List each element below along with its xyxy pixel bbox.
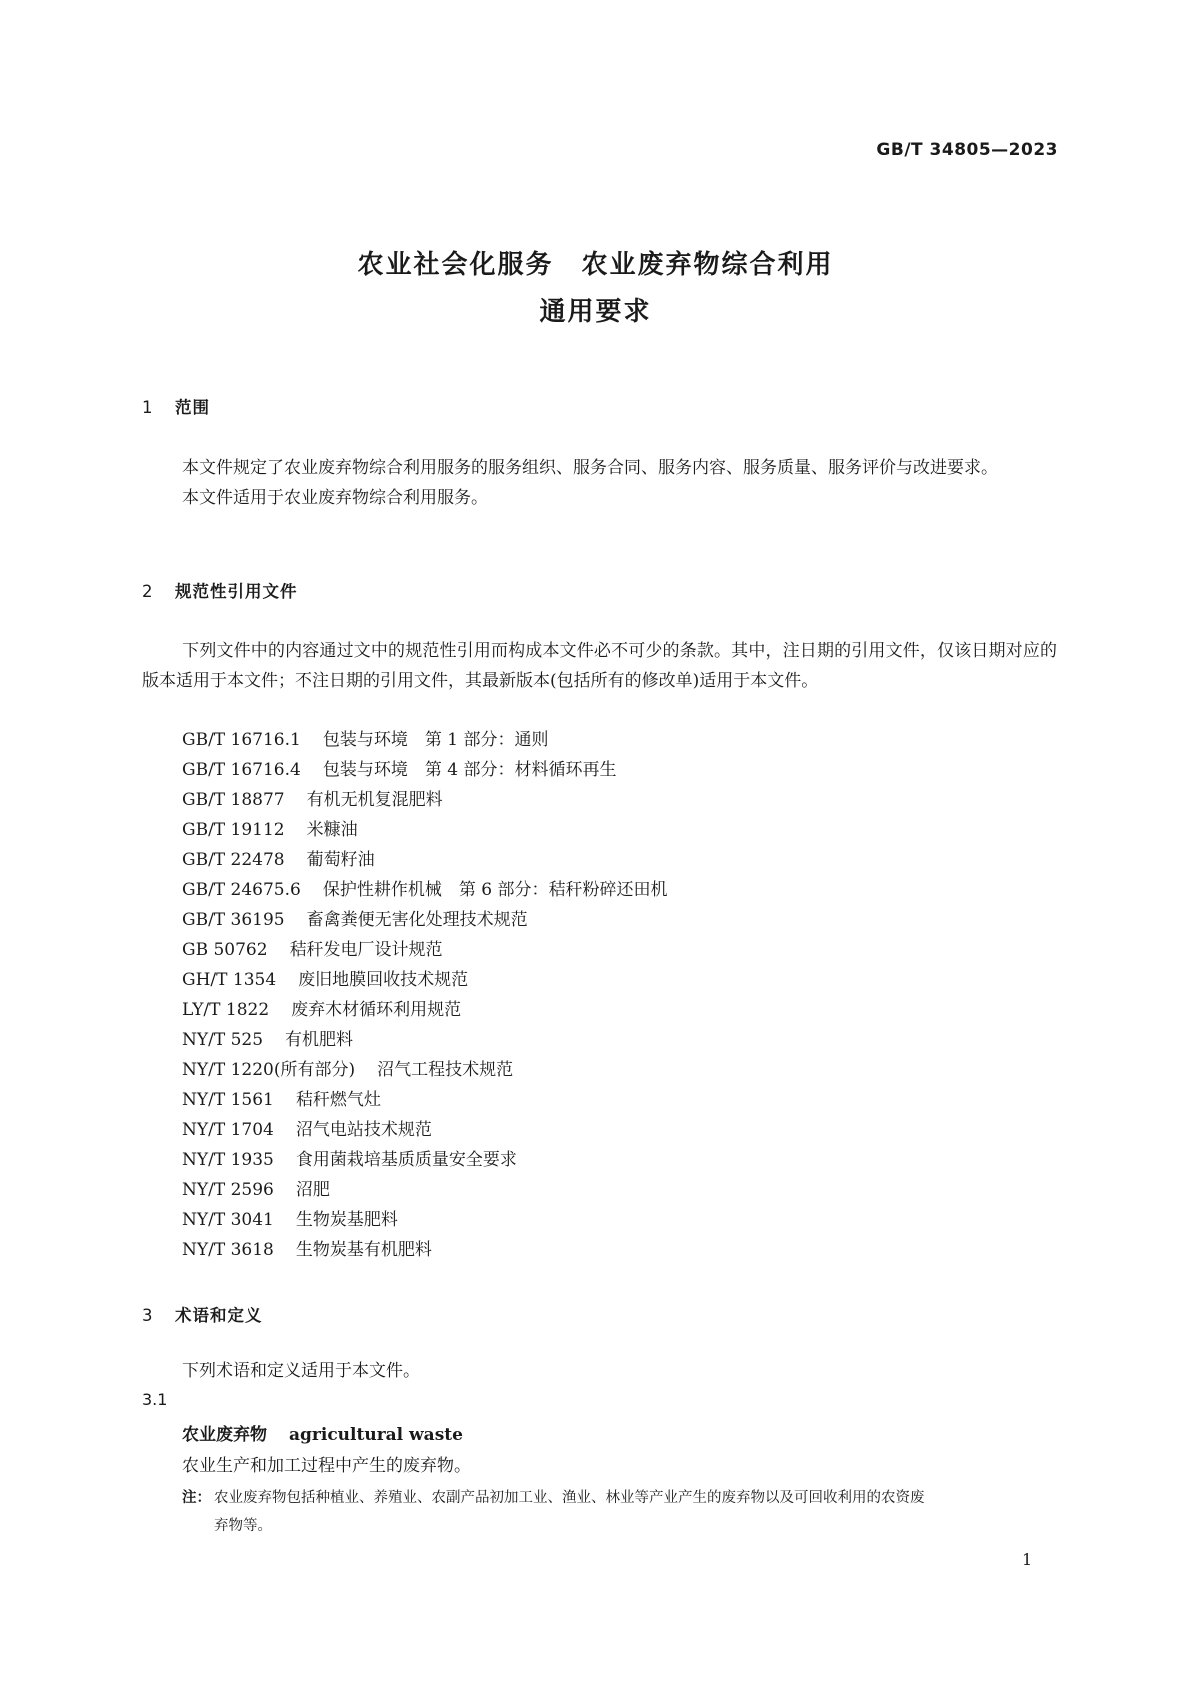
list-item	[182, 1025, 667, 1055]
note-line-1: 农业废弃物包括种植业、养殖业、农副产品初加工业、渔业、林业等产业产生的废弃物以及可回收利用的农资废	[214, 1490, 925, 1506]
reference-title: 秸秆燃气灶	[295, 1090, 381, 1110]
list-item	[182, 875, 667, 905]
section-number: 2	[142, 582, 154, 601]
reference-list	[182, 725, 667, 1265]
scope-paragraphs	[142, 453, 1057, 513]
list-item	[182, 1145, 667, 1175]
list-item	[182, 1115, 667, 1145]
section-heading-scope	[142, 394, 210, 418]
list-item	[182, 935, 667, 965]
list-item	[182, 725, 667, 755]
section-title: 术语和定义	[175, 1306, 263, 1325]
reference-title: 包装与环境 第 4 部分：材料循环再生	[322, 760, 617, 780]
reference-code: GB/T 18877	[182, 790, 285, 810]
document-title-line2: 通用要求	[539, 297, 652, 327]
section-heading-terms	[142, 1302, 263, 1326]
list-item	[182, 905, 667, 935]
reference-code: GB 50762	[182, 940, 268, 960]
reference-code: NY/T 2596	[182, 1180, 274, 1200]
list-item	[182, 785, 667, 815]
references-intro-text: 下列文件中的内容通过文中的规范性引用而构成本文件必不可少的条款。其中，注日期的引用文件，仅该日期对应的版本适用于本文件；不注日期的引用文件，其最新版本(包括所有的修改单)适用于本文件。	[142, 641, 1057, 691]
term-number: 3.1	[142, 1390, 168, 1409]
note-body	[214, 1484, 1055, 1540]
list-item	[182, 1055, 667, 1085]
reference-code: GH/T 1354	[182, 970, 277, 990]
reference-code: NY/T 3041	[182, 1210, 274, 1230]
reference-code: GB/T 19112	[182, 820, 285, 840]
term-chinese: 农业废弃物	[182, 1425, 267, 1445]
list-item	[182, 1205, 667, 1235]
term-english: agricultural waste	[289, 1425, 463, 1445]
reference-title: 食用菌栽培基质质量安全要求	[295, 1150, 517, 1170]
term-note	[182, 1484, 1055, 1540]
list-item	[182, 845, 667, 875]
scope-paragraph-1	[142, 453, 1057, 483]
reference-code: NY/T 3618	[182, 1240, 274, 1260]
reference-title: 有机肥料	[285, 1030, 354, 1050]
scope-text-1: 本文件规定了农业废弃物综合利用服务的服务组织、服务合同、服务内容、服务质量、服务评价与改进要求。	[182, 458, 998, 478]
note-line-2: 弃物等。	[214, 1518, 272, 1534]
list-item	[182, 755, 667, 785]
section-number: 1	[142, 398, 154, 417]
reference-title: 沼肥	[295, 1180, 330, 1200]
reference-code: LY/T 1822	[182, 1000, 270, 1020]
section-heading-references	[142, 578, 298, 602]
reference-title: 畜禽粪便无害化处理技术规范	[306, 910, 528, 930]
term-definition: 农业生产和加工过程中产生的废弃物。	[182, 1456, 471, 1476]
scope-text-2: 本文件适用于农业废弃物综合利用服务。	[182, 488, 488, 508]
reference-title: 保护性耕作机械 第 6 部分：秸秆粉碎还田机	[322, 880, 668, 900]
section-number: 3	[142, 1306, 154, 1325]
reference-code: NY/T 1704	[182, 1120, 274, 1140]
list-item	[182, 1235, 667, 1265]
references-intro	[142, 636, 1057, 696]
list-item	[182, 1085, 667, 1115]
reference-code: NY/T 525	[182, 1030, 264, 1050]
list-item	[182, 1175, 667, 1205]
reference-title: 生物炭基肥料	[295, 1210, 398, 1230]
reference-title: 葡萄籽油	[306, 850, 375, 870]
term-heading	[182, 1420, 463, 1445]
standard-code: GB/T 34805—2023	[876, 140, 1058, 160]
list-item	[182, 965, 667, 995]
page-number: 1	[1022, 1550, 1033, 1569]
reference-code: GB/T 24675.6	[182, 880, 301, 900]
reference-code: GB/T 36195	[182, 910, 285, 930]
reference-title: 米糠油	[306, 820, 358, 840]
reference-title: 有机无机复混肥料	[306, 790, 443, 810]
list-item	[182, 995, 667, 1025]
terms-intro: 下列术语和定义适用于本文件。	[182, 1361, 420, 1381]
reference-title: 沼气工程技术规范	[377, 1060, 514, 1080]
reference-code: GB/T 16716.1	[182, 730, 301, 750]
reference-title: 沼气电站技术规范	[295, 1120, 432, 1140]
scope-paragraph-2	[142, 483, 1057, 513]
reference-title: 包装与环境 第 1 部分：通则	[322, 730, 549, 750]
reference-title: 生物炭基有机肥料	[295, 1240, 432, 1260]
reference-code: NY/T 1561	[182, 1090, 274, 1110]
section-title: 规范性引用文件	[175, 582, 298, 601]
reference-code: NY/T 1935	[182, 1150, 274, 1170]
reference-code: NY/T 1220(所有部分)	[182, 1060, 356, 1080]
reference-code: GB/T 22478	[182, 850, 285, 870]
list-item	[182, 815, 667, 845]
section-title: 范围	[175, 398, 210, 417]
reference-title: 废弃木材循环利用规范	[291, 1000, 462, 1020]
reference-title: 废旧地膜回收技术规范	[298, 970, 469, 990]
document-title-line1: 农业社会化服务 农业废弃物综合利用	[357, 250, 834, 280]
reference-title: 秸秆发电厂设计规范	[289, 940, 443, 960]
note-label: 注：	[182, 1490, 211, 1506]
reference-code: GB/T 16716.4	[182, 760, 301, 780]
